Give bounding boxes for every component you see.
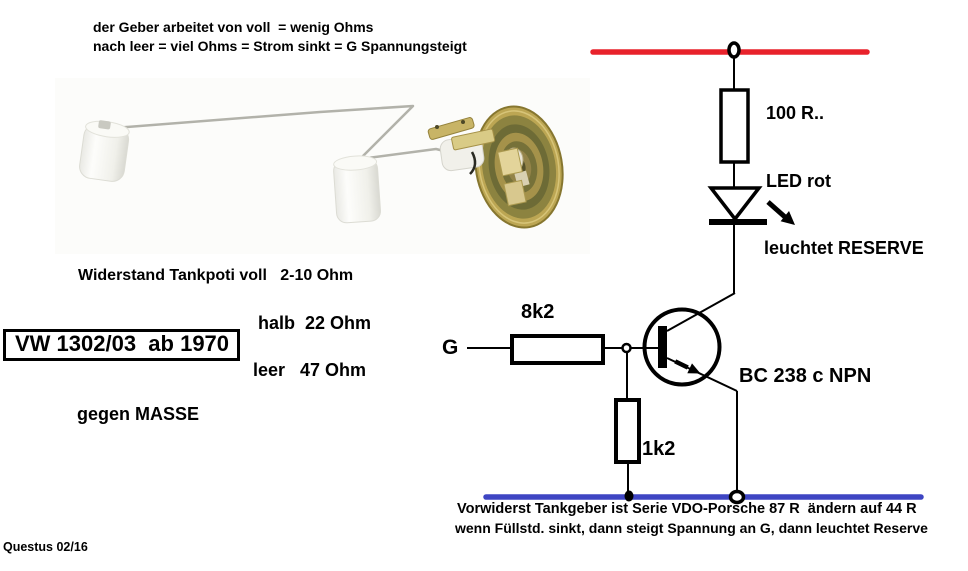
terminal-block <box>498 148 523 176</box>
resistor-8k2 <box>512 336 603 363</box>
tankpoti-half: halb 22 Ohm <box>258 313 372 333</box>
emitter-arrow-shaft <box>675 361 688 367</box>
transistor-label: BC 238 c NPN <box>739 365 872 387</box>
note-top-line2: nach leer = viel Ohms = Strom sinkt = G Spannungsteigt <box>93 38 467 54</box>
led-diode-triangle <box>711 188 759 219</box>
resistor-1k2-label: 1k2 <box>642 438 676 460</box>
bracket-screw <box>461 120 465 124</box>
note-bottom-line2: wenn Füllstd. sinkt, dann steigt Spannung an G, dann leuchtet Reserve <box>455 520 928 536</box>
led-label: LED rot <box>766 171 831 191</box>
note-bottom-line1: Vorwiderst Tankgeber ist Serie VDO-Porsche 87 R ändern auf 44 R <box>457 501 917 517</box>
tankpoti-title: Widerstand Tankpoti voll 2-10 Ohm <box>78 267 354 284</box>
resistor-100R <box>721 90 748 162</box>
middle-float <box>333 155 381 224</box>
base-junction-node <box>623 344 631 352</box>
resistor-8k2-label: 8k2 <box>521 301 555 323</box>
terminal-block <box>504 180 526 205</box>
positive-terminal-ring <box>729 43 739 57</box>
resistor-1k2 <box>616 400 639 462</box>
bracket-screw <box>435 125 439 129</box>
transistor-base-bar <box>658 326 667 368</box>
tank-sender-photo <box>55 78 590 254</box>
led-light-arrow-icon <box>768 202 795 225</box>
led-cathode-bar <box>709 219 767 225</box>
resistor-100R-label: 100 R.. <box>766 103 825 123</box>
ground-note: gegen MASSE <box>77 404 200 424</box>
gauge-input-label: G <box>442 336 459 359</box>
tankpoti-empty: leer 47 Ohm <box>253 360 367 380</box>
left-float <box>78 118 131 183</box>
float-clip <box>98 120 111 130</box>
resistor-ground-dot <box>625 491 634 502</box>
model-badge: VW 1302/03 ab 1970 <box>3 329 240 361</box>
note-top-line1: der Geber arbeitet von voll = wenig Ohms <box>93 19 374 35</box>
led-note: leuchtet RESERVE <box>764 238 924 258</box>
credit-author-date: Questus 02/16 <box>3 540 88 554</box>
